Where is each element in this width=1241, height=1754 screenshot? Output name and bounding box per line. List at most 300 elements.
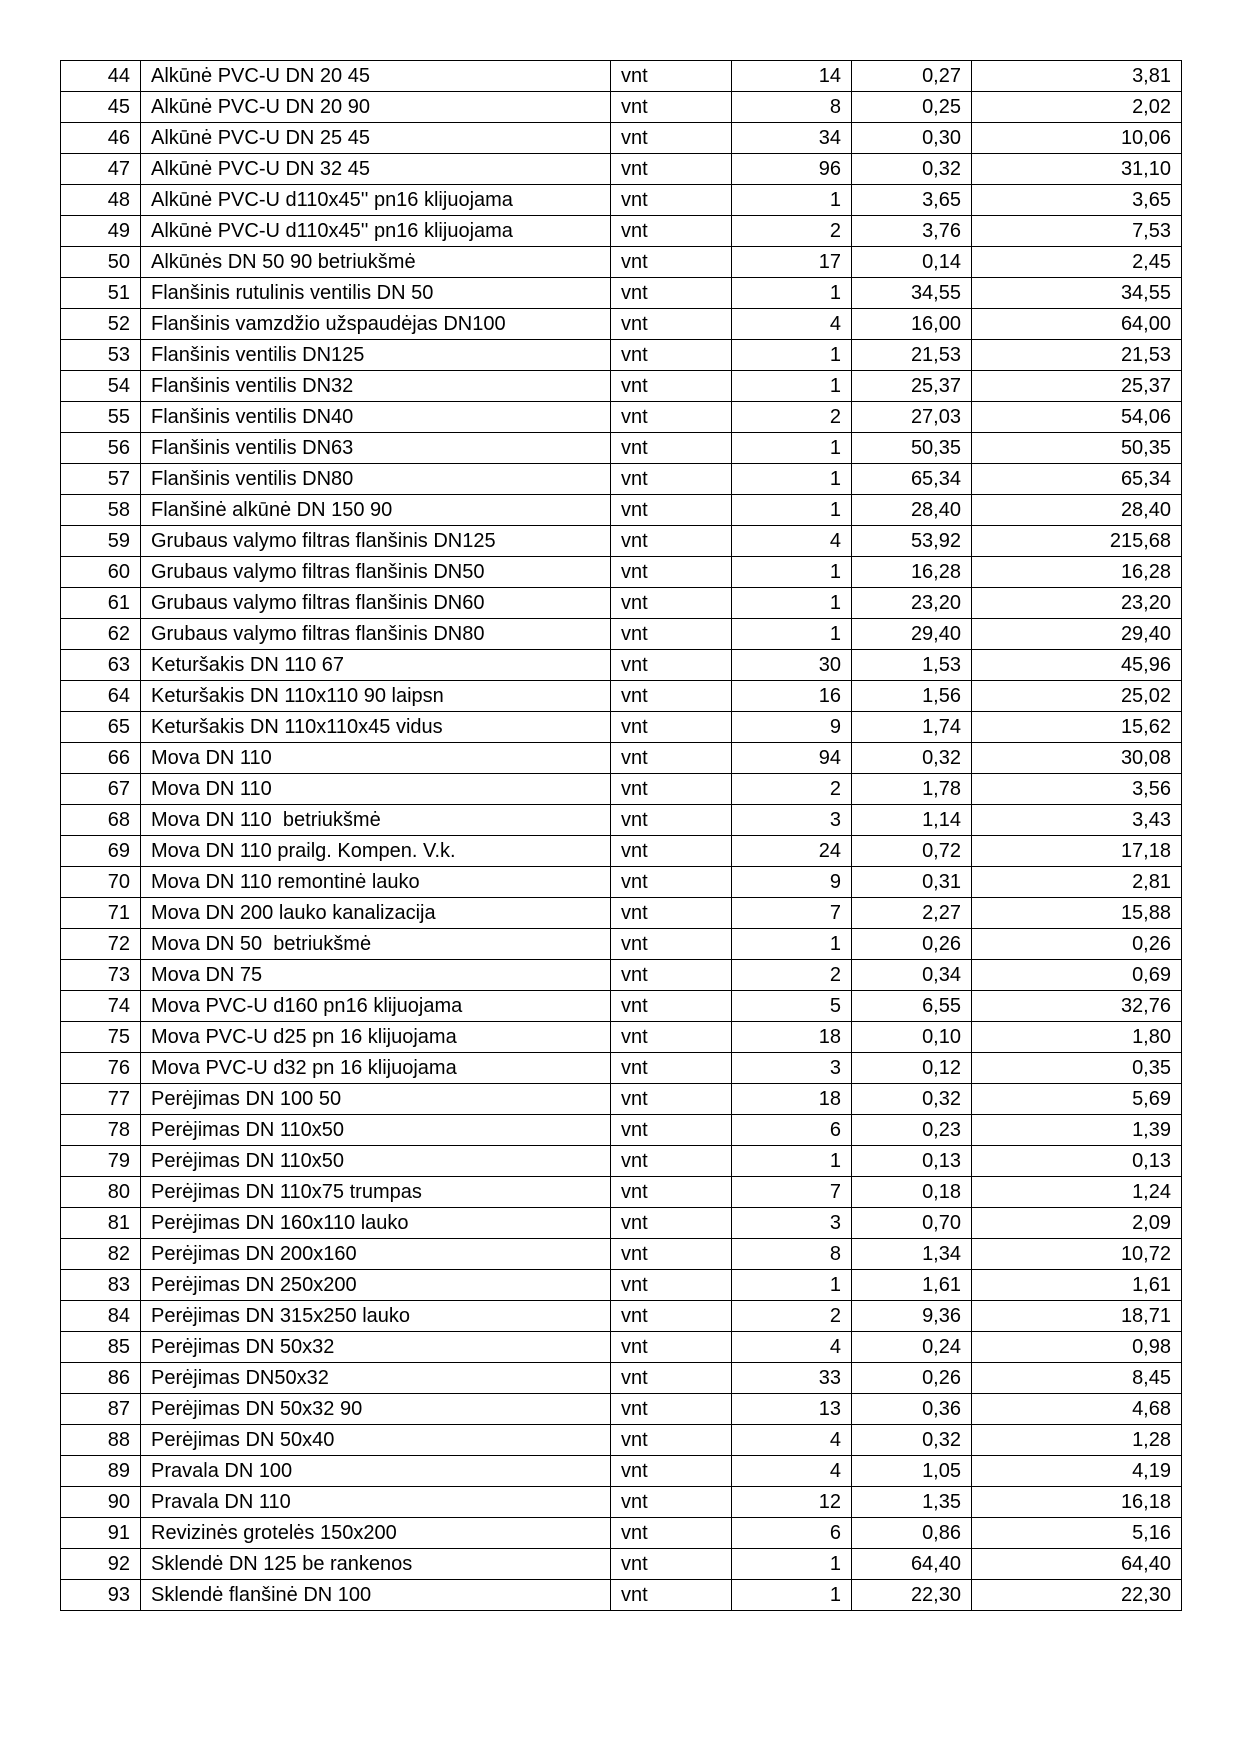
table-row — [61, 216, 1182, 247]
item-total: 16,18 — [972, 1487, 1182, 1518]
item-unit: vnt — [611, 1487, 732, 1518]
item-quantity: 1 — [732, 588, 852, 619]
item-number: 68 — [61, 805, 141, 836]
item-name: Mova PVC-U d160 pn16 klijuojama — [141, 991, 611, 1022]
item-total: 25,02 — [972, 681, 1182, 712]
item-quantity: 3 — [732, 1053, 852, 1084]
item-name: Flanšinis ventilis DN32 — [141, 371, 611, 402]
item-number: 48 — [61, 185, 141, 216]
item-name: Perėjimas DN 110x50 — [141, 1146, 611, 1177]
item-unit: vnt — [611, 216, 732, 247]
item-name: Flanšinis ventilis DN125 — [141, 340, 611, 371]
item-unit: vnt — [611, 1301, 732, 1332]
item-unit: vnt — [611, 1053, 732, 1084]
item-total: 3,65 — [972, 185, 1182, 216]
item-unit: vnt — [611, 991, 732, 1022]
item-quantity: 1 — [732, 619, 852, 650]
item-name: Perėjimas DN 200x160 — [141, 1239, 611, 1270]
item-unit: vnt — [611, 1580, 732, 1611]
item-unit-price: 0,31 — [852, 867, 972, 898]
table-row — [61, 1177, 1182, 1208]
table-row — [61, 650, 1182, 681]
item-number: 71 — [61, 898, 141, 929]
item-name: Mova DN 110 — [141, 743, 611, 774]
item-total: 16,28 — [972, 557, 1182, 588]
item-number: 90 — [61, 1487, 141, 1518]
item-unit-price: 1,74 — [852, 712, 972, 743]
item-unit: vnt — [611, 743, 732, 774]
table-row — [61, 929, 1182, 960]
item-number: 67 — [61, 774, 141, 805]
item-quantity: 2 — [732, 774, 852, 805]
item-name: Alkūnė PVC-U DN 32 45 — [141, 154, 611, 185]
item-unit: vnt — [611, 526, 732, 557]
item-number: 54 — [61, 371, 141, 402]
item-name: Sklendė DN 125 be rankenos — [141, 1549, 611, 1580]
item-unit-price: 16,28 — [852, 557, 972, 588]
item-number: 45 — [61, 92, 141, 123]
item-unit-price: 0,25 — [852, 92, 972, 123]
item-total: 17,18 — [972, 836, 1182, 867]
item-number: 85 — [61, 1332, 141, 1363]
item-unit: vnt — [611, 61, 732, 92]
item-total: 23,20 — [972, 588, 1182, 619]
item-quantity: 9 — [732, 867, 852, 898]
item-unit-price: 0,32 — [852, 1084, 972, 1115]
item-number: 92 — [61, 1549, 141, 1580]
item-quantity: 7 — [732, 1177, 852, 1208]
item-quantity: 1 — [732, 1146, 852, 1177]
item-unit: vnt — [611, 495, 732, 526]
item-unit: vnt — [611, 402, 732, 433]
item-unit-price: 28,40 — [852, 495, 972, 526]
item-number: 69 — [61, 836, 141, 867]
item-total: 25,37 — [972, 371, 1182, 402]
table-row — [61, 495, 1182, 526]
item-unit-price: 0,26 — [852, 1363, 972, 1394]
item-quantity: 13 — [732, 1394, 852, 1425]
item-total: 3,56 — [972, 774, 1182, 805]
item-quantity: 4 — [732, 1456, 852, 1487]
item-total: 64,00 — [972, 309, 1182, 340]
item-quantity: 18 — [732, 1084, 852, 1115]
item-number: 75 — [61, 1022, 141, 1053]
item-total: 0,98 — [972, 1332, 1182, 1363]
table-row — [61, 433, 1182, 464]
item-total: 8,45 — [972, 1363, 1182, 1394]
item-quantity: 5 — [732, 991, 852, 1022]
item-quantity: 1 — [732, 495, 852, 526]
item-unit: vnt — [611, 464, 732, 495]
item-name: Grubaus valymo filtras flanšinis DN80 — [141, 619, 611, 650]
item-total: 10,06 — [972, 123, 1182, 154]
table-row — [61, 836, 1182, 867]
item-total: 7,53 — [972, 216, 1182, 247]
table-row — [61, 1456, 1182, 1487]
item-total: 10,72 — [972, 1239, 1182, 1270]
item-number: 82 — [61, 1239, 141, 1270]
table-row — [61, 1580, 1182, 1611]
item-unit: vnt — [611, 1239, 732, 1270]
item-unit-price: 1,78 — [852, 774, 972, 805]
item-quantity: 1 — [732, 340, 852, 371]
item-number: 91 — [61, 1518, 141, 1549]
table-row — [61, 1239, 1182, 1270]
table-row — [61, 1332, 1182, 1363]
item-unit-price: 0,70 — [852, 1208, 972, 1239]
item-quantity: 6 — [732, 1115, 852, 1146]
item-number: 86 — [61, 1363, 141, 1394]
item-name: Perėjimas DN 110x75 trumpas — [141, 1177, 611, 1208]
item-total: 21,53 — [972, 340, 1182, 371]
item-unit-price: 6,55 — [852, 991, 972, 1022]
item-name: Flanšinis vamzdžio užspaudėjas DN100 — [141, 309, 611, 340]
item-number: 70 — [61, 867, 141, 898]
item-quantity: 1 — [732, 371, 852, 402]
item-unit-price: 1,14 — [852, 805, 972, 836]
table-row — [61, 309, 1182, 340]
item-unit: vnt — [611, 898, 732, 929]
item-unit-price: 1,35 — [852, 1487, 972, 1518]
item-quantity: 16 — [732, 681, 852, 712]
item-unit: vnt — [611, 433, 732, 464]
item-unit: vnt — [611, 712, 732, 743]
items-table-body — [61, 61, 1182, 1611]
table-row — [61, 464, 1182, 495]
item-unit: vnt — [611, 1270, 732, 1301]
item-unit: vnt — [611, 309, 732, 340]
item-name: Alkūnės DN 50 90 betriukšmė — [141, 247, 611, 278]
item-number: 47 — [61, 154, 141, 185]
item-unit-price: 1,61 — [852, 1270, 972, 1301]
item-name: Perėjimas DN 50x40 — [141, 1425, 611, 1456]
item-total: 30,08 — [972, 743, 1182, 774]
item-unit-price: 0,36 — [852, 1394, 972, 1425]
item-number: 57 — [61, 464, 141, 495]
table-row — [61, 92, 1182, 123]
table-row — [61, 712, 1182, 743]
table-row — [61, 1394, 1182, 1425]
item-total: 65,34 — [972, 464, 1182, 495]
item-unit-price: 65,34 — [852, 464, 972, 495]
item-unit-price: 0,24 — [852, 1332, 972, 1363]
item-quantity: 2 — [732, 960, 852, 991]
item-quantity: 33 — [732, 1363, 852, 1394]
item-number: 56 — [61, 433, 141, 464]
table-row — [61, 1425, 1182, 1456]
item-quantity: 1 — [732, 929, 852, 960]
item-number: 52 — [61, 309, 141, 340]
item-total: 1,39 — [972, 1115, 1182, 1146]
item-unit-price: 1,05 — [852, 1456, 972, 1487]
item-total: 28,40 — [972, 495, 1182, 526]
table-row — [61, 743, 1182, 774]
item-number: 89 — [61, 1456, 141, 1487]
item-name: Grubaus valymo filtras flanšinis DN125 — [141, 526, 611, 557]
item-total: 50,35 — [972, 433, 1182, 464]
table-row — [61, 340, 1182, 371]
item-number: 65 — [61, 712, 141, 743]
item-number: 77 — [61, 1084, 141, 1115]
item-number: 44 — [61, 61, 141, 92]
item-total: 2,81 — [972, 867, 1182, 898]
item-quantity: 1 — [732, 464, 852, 495]
item-total: 31,10 — [972, 154, 1182, 185]
item-name: Alkūnė PVC-U d110x45'' pn16 klijuojama — [141, 216, 611, 247]
item-unit: vnt — [611, 340, 732, 371]
item-name: Mova DN 110 betriukšmė — [141, 805, 611, 836]
item-total: 1,61 — [972, 1270, 1182, 1301]
item-quantity: 3 — [732, 805, 852, 836]
item-quantity: 12 — [732, 1487, 852, 1518]
item-unit-price: 3,76 — [852, 216, 972, 247]
item-unit: vnt — [611, 123, 732, 154]
item-unit: vnt — [611, 1363, 732, 1394]
item-quantity: 2 — [732, 402, 852, 433]
item-unit-price: 23,20 — [852, 588, 972, 619]
item-unit: vnt — [611, 185, 732, 216]
item-number: 61 — [61, 588, 141, 619]
item-unit-price: 0,86 — [852, 1518, 972, 1549]
item-total: 0,13 — [972, 1146, 1182, 1177]
table-row — [61, 1022, 1182, 1053]
item-unit-price: 0,30 — [852, 123, 972, 154]
item-total: 2,45 — [972, 247, 1182, 278]
item-number: 78 — [61, 1115, 141, 1146]
item-name: Flanšinis ventilis DN40 — [141, 402, 611, 433]
item-quantity: 96 — [732, 154, 852, 185]
item-unit: vnt — [611, 960, 732, 991]
table-row — [61, 774, 1182, 805]
item-number: 49 — [61, 216, 141, 247]
table-row — [61, 681, 1182, 712]
item-total: 215,68 — [972, 526, 1182, 557]
item-total: 0,69 — [972, 960, 1182, 991]
item-name: Alkūnė PVC-U DN 20 45 — [141, 61, 611, 92]
item-total: 15,62 — [972, 712, 1182, 743]
table-row — [61, 1053, 1182, 1084]
table-row — [61, 805, 1182, 836]
item-name: Flanšinė alkūnė DN 150 90 — [141, 495, 611, 526]
item-unit-price: 0,10 — [852, 1022, 972, 1053]
item-name: Pravala DN 100 — [141, 1456, 611, 1487]
item-total: 2,09 — [972, 1208, 1182, 1239]
item-name: Alkūnė PVC-U DN 25 45 — [141, 123, 611, 154]
item-quantity: 3 — [732, 1208, 852, 1239]
item-quantity: 14 — [732, 61, 852, 92]
item-name: Perėjimas DN 250x200 — [141, 1270, 611, 1301]
item-unit: vnt — [611, 681, 732, 712]
item-unit-price: 64,40 — [852, 1549, 972, 1580]
item-unit: vnt — [611, 867, 732, 898]
item-unit-price: 34,55 — [852, 278, 972, 309]
item-unit-price: 1,34 — [852, 1239, 972, 1270]
item-unit: vnt — [611, 650, 732, 681]
item-unit-price: 0,34 — [852, 960, 972, 991]
item-number: 84 — [61, 1301, 141, 1332]
item-name: Perėjimas DN 50x32 — [141, 1332, 611, 1363]
item-name: Perėjimas DN50x32 — [141, 1363, 611, 1394]
item-name: Grubaus valymo filtras flanšinis DN60 — [141, 588, 611, 619]
table-row — [61, 1115, 1182, 1146]
item-unit-price: 0,32 — [852, 743, 972, 774]
item-unit-price: 0,18 — [852, 1177, 972, 1208]
item-unit: vnt — [611, 247, 732, 278]
table-row — [61, 247, 1182, 278]
item-quantity: 1 — [732, 557, 852, 588]
table-row — [61, 898, 1182, 929]
item-name: Perėjimas DN 50x32 90 — [141, 1394, 611, 1425]
item-name: Perėjimas DN 160x110 lauko — [141, 1208, 611, 1239]
item-quantity: 8 — [732, 92, 852, 123]
item-unit-price: 0,72 — [852, 836, 972, 867]
item-quantity: 1 — [732, 185, 852, 216]
table-row — [61, 1301, 1182, 1332]
item-quantity: 1 — [732, 278, 852, 309]
item-quantity: 2 — [732, 1301, 852, 1332]
item-unit: vnt — [611, 836, 732, 867]
table-row — [61, 1518, 1182, 1549]
item-unit-price: 3,65 — [852, 185, 972, 216]
item-unit: vnt — [611, 1084, 732, 1115]
item-unit-price: 0,12 — [852, 1053, 972, 1084]
item-number: 53 — [61, 340, 141, 371]
item-unit-price: 27,03 — [852, 402, 972, 433]
item-name: Perėjimas DN 315x250 lauko — [141, 1301, 611, 1332]
item-total: 4,68 — [972, 1394, 1182, 1425]
item-name: Keturšakis DN 110 67 — [141, 650, 611, 681]
item-total: 4,19 — [972, 1456, 1182, 1487]
item-unit: vnt — [611, 805, 732, 836]
item-number: 88 — [61, 1425, 141, 1456]
item-quantity: 1 — [732, 1270, 852, 1301]
item-unit: vnt — [611, 1177, 732, 1208]
item-unit: vnt — [611, 1425, 732, 1456]
item-name: Mova DN 110 remontinė lauko — [141, 867, 611, 898]
item-name: Keturšakis DN 110x110x45 vidus — [141, 712, 611, 743]
item-name: Alkūnė PVC-U d110x45'' pn16 klijuojama — [141, 185, 611, 216]
item-total: 29,40 — [972, 619, 1182, 650]
item-unit: vnt — [611, 371, 732, 402]
item-number: 76 — [61, 1053, 141, 1084]
table-row — [61, 278, 1182, 309]
item-unit: vnt — [611, 1208, 732, 1239]
item-unit: vnt — [611, 1549, 732, 1580]
item-quantity: 30 — [732, 650, 852, 681]
item-quantity: 4 — [732, 309, 852, 340]
item-name: Perėjimas DN 100 50 — [141, 1084, 611, 1115]
item-name: Keturšakis DN 110x110 90 laipsn — [141, 681, 611, 712]
table-row — [61, 1363, 1182, 1394]
item-unit: vnt — [611, 588, 732, 619]
table-row — [61, 185, 1182, 216]
table-row — [61, 1208, 1182, 1239]
item-number: 74 — [61, 991, 141, 1022]
item-quantity: 24 — [732, 836, 852, 867]
item-number: 79 — [61, 1146, 141, 1177]
item-number: 64 — [61, 681, 141, 712]
item-total: 54,06 — [972, 402, 1182, 433]
item-name: Mova PVC-U d25 pn 16 klijuojama — [141, 1022, 611, 1053]
item-name: Alkūnė PVC-U DN 20 90 — [141, 92, 611, 123]
item-quantity: 7 — [732, 898, 852, 929]
item-unit-price: 0,13 — [852, 1146, 972, 1177]
item-number: 83 — [61, 1270, 141, 1301]
item-unit-price: 0,32 — [852, 154, 972, 185]
items-table — [60, 60, 1182, 1611]
table-row — [61, 1146, 1182, 1177]
table-row — [61, 526, 1182, 557]
item-total: 15,88 — [972, 898, 1182, 929]
item-quantity: 4 — [732, 1425, 852, 1456]
item-name: Flanšinis rutulinis ventilis DN 50 — [141, 278, 611, 309]
item-unit: vnt — [611, 557, 732, 588]
item-unit: vnt — [611, 1146, 732, 1177]
item-quantity: 6 — [732, 1518, 852, 1549]
item-quantity: 94 — [732, 743, 852, 774]
item-unit-price: 25,37 — [852, 371, 972, 402]
table-row — [61, 1549, 1182, 1580]
item-unit-price: 2,27 — [852, 898, 972, 929]
item-unit: vnt — [611, 278, 732, 309]
table-row — [61, 371, 1182, 402]
item-number: 66 — [61, 743, 141, 774]
item-unit: vnt — [611, 1394, 732, 1425]
item-quantity: 1 — [732, 1549, 852, 1580]
table-row — [61, 991, 1182, 1022]
item-unit-price: 1,56 — [852, 681, 972, 712]
item-name: Pravala DN 110 — [141, 1487, 611, 1518]
item-total: 45,96 — [972, 650, 1182, 681]
item-unit: vnt — [611, 1115, 732, 1146]
item-name: Perėjimas DN 110x50 — [141, 1115, 611, 1146]
item-number: 87 — [61, 1394, 141, 1425]
item-name: Flanšinis ventilis DN63 — [141, 433, 611, 464]
item-unit-price: 0,27 — [852, 61, 972, 92]
item-number: 72 — [61, 929, 141, 960]
item-unit: vnt — [611, 1022, 732, 1053]
item-name: Mova DN 75 — [141, 960, 611, 991]
item-quantity: 1 — [732, 433, 852, 464]
table-row — [61, 123, 1182, 154]
item-name: Revizinės grotelės 150x200 — [141, 1518, 611, 1549]
item-quantity: 8 — [732, 1239, 852, 1270]
table-row — [61, 867, 1182, 898]
item-number: 81 — [61, 1208, 141, 1239]
item-total: 18,71 — [972, 1301, 1182, 1332]
item-unit: vnt — [611, 1456, 732, 1487]
table-row — [61, 557, 1182, 588]
item-quantity: 1 — [732, 1580, 852, 1611]
item-name: Mova DN 110 prailg. Kompen. V.k. — [141, 836, 611, 867]
item-number: 80 — [61, 1177, 141, 1208]
item-unit-price: 9,36 — [852, 1301, 972, 1332]
item-quantity: 9 — [732, 712, 852, 743]
item-total: 2,02 — [972, 92, 1182, 123]
item-name: Grubaus valymo filtras flanšinis DN50 — [141, 557, 611, 588]
item-unit: vnt — [611, 1332, 732, 1363]
item-total: 0,35 — [972, 1053, 1182, 1084]
item-unit: vnt — [611, 619, 732, 650]
item-total: 5,16 — [972, 1518, 1182, 1549]
item-unit-price: 0,23 — [852, 1115, 972, 1146]
item-number: 50 — [61, 247, 141, 278]
item-number: 63 — [61, 650, 141, 681]
item-unit-price: 50,35 — [852, 433, 972, 464]
item-number: 93 — [61, 1580, 141, 1611]
item-quantity: 34 — [732, 123, 852, 154]
table-row — [61, 402, 1182, 433]
